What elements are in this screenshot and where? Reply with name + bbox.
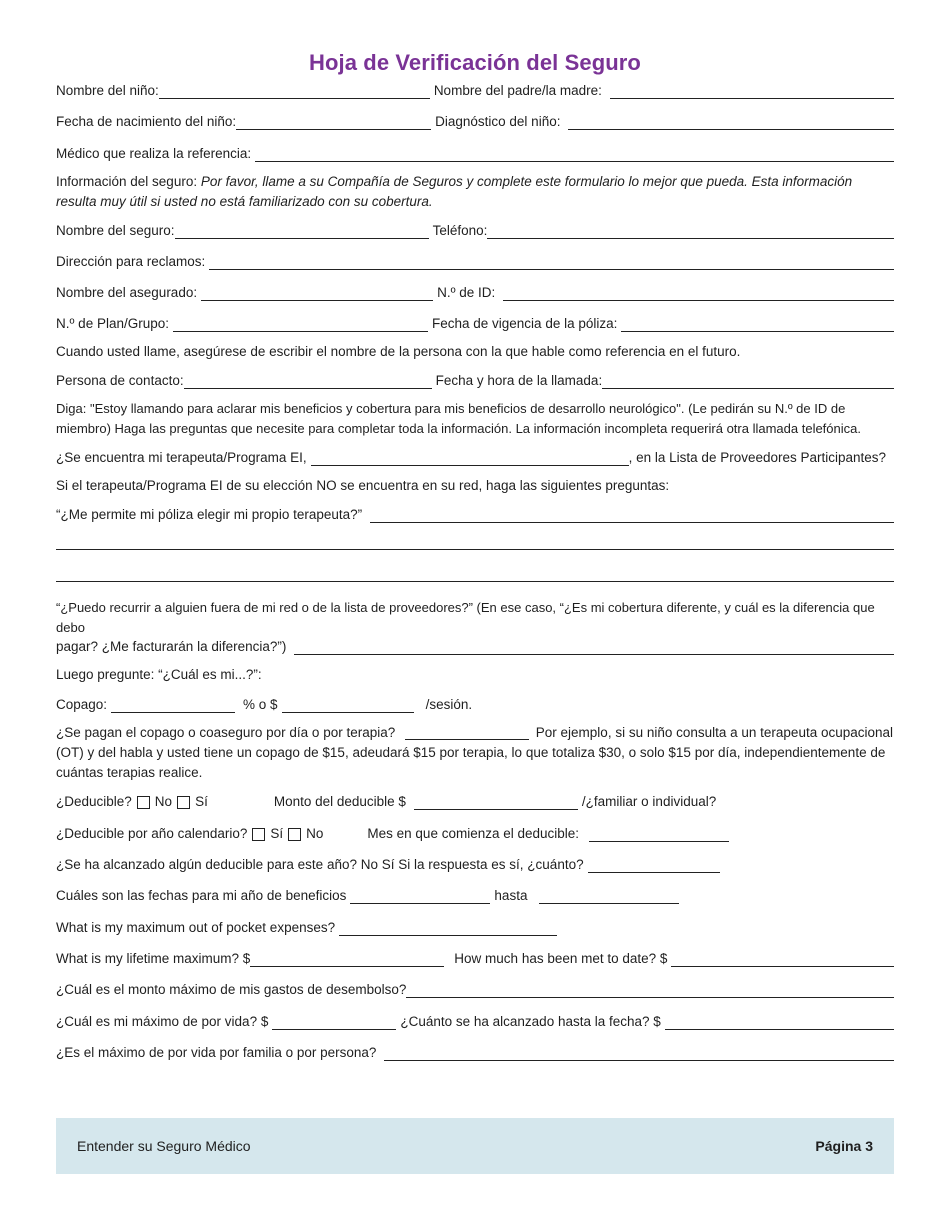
child-dob-label: Fecha de nacimiento del niño: [56, 114, 237, 130]
own-therapist-extra-line-2[interactable] [56, 580, 894, 582]
row-insurance-phone [56, 222, 894, 239]
row-provider-question [56, 449, 894, 466]
deductible-no-checkbox[interactable] [137, 796, 150, 809]
own-therapist-question: “¿Me permite mi póliza elegir mi propio terapeuta?” [56, 507, 363, 523]
copay-per-day-question: ¿Se pagan el copago o coaseguro por día o por terapia? [56, 725, 396, 741]
footer-title: Entender su Seguro Médico [77, 1138, 251, 1154]
deductible-yes-checkbox[interactable] [177, 796, 190, 809]
provider-question-start: ¿Se encuentra mi terapeuta/Programa EI, [56, 450, 307, 466]
call-datetime-label: Fecha y hora de la llamada: [435, 373, 603, 389]
deductible-no-label: No [154, 794, 173, 810]
percent-or-label: % o $ [243, 697, 278, 713]
call-note: Cuando usted llame, asegúrese de escribir el nombre de la persona con la que hable como referencia en el futuro. [56, 344, 741, 360]
benefit-year-end-field[interactable] [539, 889, 679, 904]
parent-name-label: Nombre del padre/la madre: [433, 83, 602, 98]
contact-person-field[interactable] [184, 374, 432, 389]
then-ask: Luego pregunte: “¿Cuál es mi...?”: [56, 667, 262, 683]
form-page [56, 50, 894, 1075]
out-of-network-question-2: pagar? ¿Me facturarán la diferencia?”) [56, 639, 287, 655]
claims-address-field[interactable] [209, 255, 894, 270]
child-name-field[interactable] [159, 84, 430, 99]
copay-percent-field[interactable] [111, 698, 235, 713]
referring-doctor-field[interactable] [255, 147, 894, 162]
id-number-label: N.º de ID: [437, 285, 496, 301]
insurance-info-note: Por favor, llame a su Compañía de Seguros y complete este formulario lo mejor que pueda. Esta información resulta muy útil si usted no está familiarizado con su cobertura. [56, 173, 853, 209]
row-insured-id [56, 284, 894, 301]
policy-date-label: Fecha de vigencia de la póliza: [432, 316, 618, 332]
calendar-yes-checkbox[interactable] [252, 828, 265, 841]
row-dob-diagnosis [56, 113, 894, 130]
lifetime-max-en-label: What is my lifetime maximum? $ [56, 950, 251, 966]
row-plan-policy [56, 315, 894, 332]
lifetime-max-es-label: ¿Cuál es mi máximo de por vida? $ [56, 1013, 269, 1029]
insured-name-label: Nombre del asegurado: [56, 285, 198, 301]
met-to-date-en-field[interactable] [671, 952, 894, 967]
row-own-therapist [56, 506, 894, 523]
child-name-label: Nombre del niño: [56, 83, 159, 98]
max-oop-en-field[interactable] [339, 921, 557, 936]
call-datetime-field[interactable] [602, 374, 894, 389]
per-session-label: /sesión. [425, 697, 473, 713]
calendar-no-checkbox[interactable] [288, 828, 301, 841]
copay-paragraph [56, 723, 894, 783]
contact-person-label: Persona de contacto: [56, 373, 184, 389]
copay-per-day-field[interactable] [405, 726, 529, 740]
row-contact-call [56, 372, 894, 389]
until-label: hasta [494, 888, 528, 904]
child-diagnosis-field[interactable] [568, 115, 894, 130]
copay-example-2: ocupacional (OT) y del habla y usted tiene un copago de $15, adeudará $15 por terapia, lo que totaliza $30, o solo $15 por día, independientemente de cuántas terapias realice. [56, 725, 894, 781]
policy-date-field[interactable] [621, 317, 894, 332]
max-oop-en-label: What is my maximum out of pocket expenses? [56, 919, 336, 935]
deductible-start-field[interactable] [589, 827, 729, 842]
own-therapist-field[interactable] [370, 508, 894, 523]
row-max-oop-en [56, 919, 894, 936]
row-claims-address [56, 253, 894, 270]
row-family-person [56, 1044, 894, 1061]
family-person-field[interactable] [384, 1046, 894, 1061]
lifetime-max-es-field[interactable] [272, 1015, 396, 1030]
row-referring-doctor [56, 145, 894, 162]
met-to-date-es-field[interactable] [665, 1015, 894, 1030]
deductible-amount-field[interactable] [414, 795, 578, 810]
insurance-info-paragraph [56, 172, 894, 212]
deductible-label: ¿Deducible? [56, 794, 132, 810]
phone-label: Teléfono: [432, 222, 488, 238]
insurance-name-label: Nombre del seguro: [56, 222, 175, 238]
calendar-no-label: No [306, 825, 324, 841]
copay-label: Copago: [56, 697, 108, 713]
deductible-met-question: ¿Se ha alcanzado algún deducible para este año? No Sí Si la respuesta es sí, ¿cuánto? [56, 857, 584, 873]
family-person-label: ¿Es el máximo de por vida por familia o por persona? [56, 1044, 377, 1060]
out-of-network-field[interactable] [294, 640, 894, 655]
calendar-deductible-label: ¿Deducible por año calendario? [56, 825, 248, 841]
insurance-name-field[interactable] [175, 224, 429, 239]
row-child-parent [56, 82, 894, 99]
lifetime-max-en-field[interactable] [250, 952, 444, 967]
row-lifetime-es [56, 1013, 894, 1030]
max-oop-es-label: ¿Cuál es el monto máximo de mis gastos de desembolso? [56, 982, 407, 998]
own-therapist-extra-line-1[interactable] [56, 548, 894, 550]
row-deductible [56, 793, 894, 810]
page-footer [56, 1118, 894, 1174]
child-diagnosis-label: Diagnóstico del niño: [435, 114, 561, 130]
page-title: Hoja de Verificación del Seguro [309, 50, 641, 75]
row-deductible-met [56, 856, 894, 873]
say-text: Diga: "Estoy llamando para aclarar mis beneficios y cobertura para mis beneficios de desarrollo neurológico". (Le pedirán su N.º de ID de miembro) Haga las preguntas que necesite para completar toda la información. La información incompleta requerirá otra llamada telefónica. [56, 401, 861, 437]
child-dob-field[interactable] [236, 115, 431, 130]
provider-question-end: , en la Lista de Proveedores Participantes? [628, 450, 887, 466]
out-of-network-question: “¿Puedo recurrir a alguien fuera de mi red o de la lista de proveedores?” (En ese caso, “¿Es mi cobertura diferente, y cuál es la diferencia que debo [56, 600, 875, 636]
copay-dollar-field[interactable] [282, 698, 414, 713]
family-individual-label: /¿familiar o individual? [581, 794, 717, 810]
calendar-yes-label: Sí [270, 825, 284, 841]
copay-example-1: Por ejemplo, si su niño consulta a un terapeuta [535, 725, 818, 741]
parent-name-field[interactable] [610, 84, 894, 99]
plan-group-label: N.º de Plan/Grupo: [56, 316, 169, 332]
row-benefit-year [56, 887, 894, 904]
claims-address-label: Dirección para reclamos: [56, 253, 206, 269]
deductible-start-label: Mes en que comienza el deducible: [367, 825, 580, 841]
benefit-year-label: Cuáles son las fechas para mi año de beneficios [56, 888, 347, 904]
if-not-note: Si el terapeuta/Programa EI de su elección NO se encuentra en su red, haga las siguientes preguntas: [56, 478, 670, 494]
id-number-field[interactable] [503, 286, 894, 301]
met-to-date-en-label: How much has been met to date? $ [454, 950, 668, 966]
row-calendar-deductible [56, 825, 894, 842]
referring-doctor-label: Médico que realiza la referencia: [56, 145, 252, 161]
phone-field[interactable] [487, 224, 894, 239]
row-copay [56, 696, 894, 713]
max-oop-es-field[interactable] [406, 983, 894, 998]
provider-name-field[interactable] [311, 451, 629, 466]
plan-group-field[interactable] [173, 317, 428, 332]
row-max-oop-es [56, 981, 894, 998]
deductible-amount-label: Monto del deducible $ [273, 794, 406, 810]
row-out-of-network [56, 638, 894, 655]
page-number: Página 3 [815, 1138, 873, 1154]
insurance-info-label: Información del seguro: [56, 173, 198, 189]
deductible-yes-label: Sí [195, 794, 208, 810]
deductible-met-field[interactable] [588, 858, 720, 873]
insured-name-field[interactable] [201, 286, 433, 301]
row-lifetime-en [56, 950, 894, 967]
benefit-year-start-field[interactable] [350, 889, 490, 904]
met-to-date-es-label: ¿Cuánto se ha alcanzado hasta la fecha? $ [400, 1013, 661, 1029]
